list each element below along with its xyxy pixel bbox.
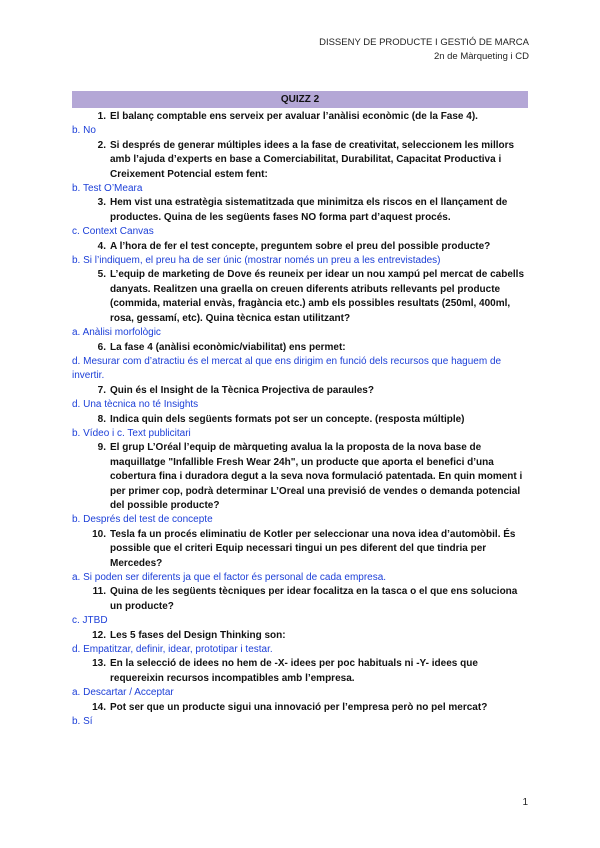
question-number: 5.: [97, 269, 106, 281]
question-number: 3.: [97, 197, 106, 209]
course-subtitle: 2n de Màrqueting i CD: [433, 51, 529, 62]
question-text: Les 5 fases del Design Thinking son:: [110, 629, 286, 641]
question: [72, 441, 532, 513]
question: [72, 139, 532, 182]
question: [72, 240, 532, 254]
answer: a. Si poden ser diferents ja que el factor és personal de cada empresa.: [72, 572, 387, 583]
question-number: 13.: [92, 658, 106, 670]
question: [72, 268, 532, 326]
quiz-title: QUIZZ 2: [72, 91, 528, 108]
question-text: Si després de generar múltiples idees a la fase de creativitat, seleccionem les millors amb l’ajuda d’experts en base a Comerciabilitat, Durabilitat, Capacitat Productiva i Creixement Potencial estem fent:: [110, 139, 515, 180]
answer: b. Sí: [72, 716, 93, 728]
answer: d. Empatitzar, definir, idear, prototipar i testar.: [72, 644, 273, 656]
question-number: 11.: [92, 586, 106, 598]
course-title: DISSENY DE PRODUCTE I GESTIÓ DE MARCA: [319, 37, 529, 48]
answer: d. Mesurar com d’atractiu és el mercat al que ens dirigim en funció dels recursos que haguem de invertir.: [72, 355, 502, 382]
answer: c. Context Canvas: [72, 226, 154, 238]
question-text: Quin és el Insight de la Tècnica Projectiva de paraules?: [110, 384, 374, 396]
answer: b. Vídeo i c. Text publicitari: [72, 427, 191, 439]
question-number: 9.: [97, 442, 106, 454]
question-text: La fase 4 (anàlisi econòmic/viabilitat) ens permet:: [110, 341, 346, 353]
question: [72, 341, 532, 355]
question-number: 4.: [97, 240, 106, 252]
question-number: 2.: [97, 139, 106, 151]
question: [72, 701, 532, 715]
question: [72, 413, 532, 427]
answer: a. Descartar / Acceptar: [72, 687, 174, 699]
question-number: 8.: [97, 413, 106, 425]
question-text: Tesla fa un procés eliminatiu de Kotler per seleccionar una nova idea d’automòbil. És possible que el criteri Equip necessari tingui un pes diferent del que tindria per Mercedes?: [110, 528, 516, 569]
question-number: 1.: [97, 111, 106, 122]
answer: a. Anàlisi morfològic: [72, 327, 161, 339]
page-header: [319, 36, 529, 64]
quiz-list: [72, 110, 532, 729]
question-text: El grup L’Oréal l’equip de màrqueting avalua la la proposta de la nova base de maquillatge "Infallible Fresh Wear 24h", un producte que aporta el benefici d’una cobertura fina i duradora degut a la seva nova formulació patentada. En quin moment i per primer cop, podrà determinar L’Oreal una previsió de vendes o demanda potencial del possible producte?: [110, 442, 523, 511]
question: [72, 384, 532, 398]
question-number: 7.: [97, 384, 106, 396]
question-text: Pot ser que un producte sigui una innovació per l’empresa però no pel mercat?: [110, 701, 488, 713]
question-text: Indica quin dels següents formats pot ser un concepte. (resposta múltiple): [110, 413, 465, 425]
question-text: El balanç comptable ens serveix per avaluar l’anàlisi econòmic (de la Fase 4).: [110, 111, 478, 122]
question-text: Hem vist una estratègia sistematitzada que minimitza els riscos en el llançament de productes. Quina de les següents fases NO forma part d’aquest procés.: [110, 197, 508, 223]
answer: c. JTBD: [72, 615, 108, 627]
question: [72, 528, 532, 571]
question: [72, 629, 532, 643]
question-text: En la selecció de idees no hem de -X- idees per poc habituals ni -Y- idees que requereixin recursos incompatibles amb l’empresa.: [110, 658, 478, 684]
question-number: 14.: [92, 701, 106, 713]
question: [72, 585, 532, 614]
question: [72, 657, 532, 686]
answer: b. Test O’Meara: [72, 183, 143, 195]
answer: b. Després del test de concepte: [72, 514, 213, 526]
answer: b. No: [72, 125, 96, 137]
question: [72, 110, 532, 124]
question-text: A l’hora de fer el test concepte, preguntem sobre el preu del possible producte?: [110, 240, 491, 252]
answer: d. Una tècnica no té Insights: [72, 399, 199, 411]
question-number: 10.: [92, 528, 106, 540]
page-number: 1: [522, 797, 528, 808]
question-text: Quina de les següents tècniques per idear focalitza en la tasca o el que ens soluciona un producte?: [110, 586, 518, 612]
question-number: 12.: [92, 629, 106, 641]
question: [72, 196, 532, 225]
question-text: L’equip de marketing de Dove és reuneix per idear un nou xampú pel mercat de cabells danyats. Realitzen una graella on creuen diferents atributs rellevants pel producte (commida, material envàs, fragància etc.) amb els possibles resultats (250ml, 400ml, rosa, gessamí, etc). Quina tècnica estan utilitzant?: [110, 269, 525, 324]
answer: b. Si l’indiquem, el preu ha de ser únic (mostrar només un preu a les entrevistades): [72, 255, 441, 267]
question-number: 6.: [97, 341, 106, 353]
